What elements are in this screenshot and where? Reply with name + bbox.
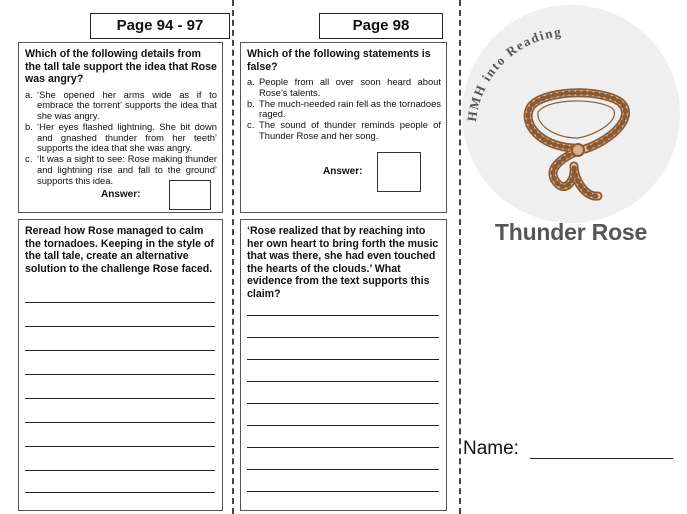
writing-line[interactable] — [25, 446, 215, 447]
writing-line[interactable] — [25, 350, 215, 351]
answer-label: Answer: — [323, 166, 363, 177]
question-box-middle-top — [240, 42, 447, 213]
option-a[interactable]: a. ‘She opened her arms wide as if to embrace the torrent’ supports the idea that she was angry. — [25, 88, 217, 122]
writing-line[interactable] — [247, 469, 439, 470]
name-label: Name: — [463, 438, 519, 459]
question-box-left-bottom — [18, 219, 223, 511]
answer-label: Answer: — [101, 189, 141, 200]
option-b[interactable]: b. The much-needed rain fell as the tornadoes raged. — [247, 97, 441, 120]
question-prompt: Which of the following statements is false? — [247, 48, 431, 73]
page-label-left: Page 94 - 97 — [90, 13, 230, 39]
writing-line[interactable] — [247, 425, 439, 426]
cover-title: Thunder Rose — [494, 219, 648, 245]
option-c[interactable]: c. ‘It was a sight to see: Rose making thunder and lightning rise and fall to the ground’ supports this idea. — [25, 153, 217, 186]
writing-line[interactable] — [25, 374, 215, 375]
writing-line[interactable] — [247, 447, 439, 448]
option-b[interactable]: b. ‘Her eyes flashed lightning. She bit down and gnashed thunder from her teeth’ supports the idea that she was angry. — [25, 120, 217, 154]
name-field[interactable] — [530, 458, 673, 459]
option-c[interactable]: c. The sound of thunder reminds people of Thunder Rose and her song. — [247, 119, 441, 141]
writing-line[interactable] — [247, 315, 439, 316]
writing-line[interactable] — [25, 302, 215, 303]
question-prompt: Reread how Rose managed to calm the tornadoes. Keeping in the style of the tall tale, create an alternative solution to the challenge Rose faced. — [25, 225, 214, 275]
option-a[interactable]: a. People from all over soon heard about Rose’s talents. — [247, 76, 441, 98]
writing-line[interactable] — [25, 326, 215, 327]
logo-circle — [462, 5, 680, 223]
question-box-middle-bottom — [240, 219, 447, 511]
page-label-middle: Page 98 — [319, 13, 443, 39]
writing-line[interactable] — [25, 422, 215, 423]
brand-arc-text: HMH into Reading — [463, 23, 564, 123]
option-list — [25, 90, 217, 187]
question-box-left-top — [18, 42, 223, 213]
option-list — [247, 77, 441, 142]
question-prompt: ‘Rose realized that by reaching into her own heart to bring forth the music that was there, she had even touched the hearts of the clouds.’ What evidence from the text supports this claim? — [247, 225, 439, 300]
writing-line[interactable] — [25, 492, 215, 493]
writing-line[interactable] — [25, 470, 215, 471]
writing-line[interactable] — [247, 381, 439, 382]
question-prompt: Which of the following details from the tall tale support the idea that Rose was angry? — [25, 48, 217, 85]
fold-line-right — [459, 0, 461, 514]
writing-line[interactable] — [247, 359, 439, 360]
writing-line[interactable] — [247, 337, 439, 338]
fold-line-left — [232, 0, 234, 514]
writing-line[interactable] — [25, 398, 215, 399]
writing-line[interactable] — [247, 403, 439, 404]
writing-line[interactable] — [247, 491, 439, 492]
answer-box[interactable] — [169, 180, 211, 210]
answer-box[interactable] — [377, 152, 421, 192]
